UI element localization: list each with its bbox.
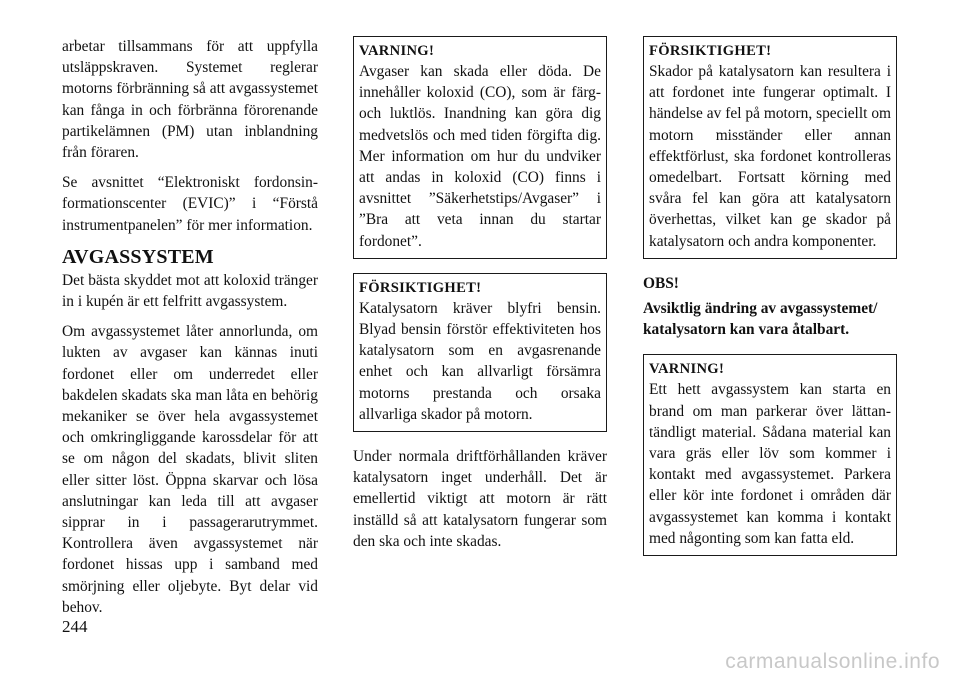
caution-title: FÖRSIKTIGHET! bbox=[359, 279, 482, 296]
caution-text: Skador på katalysatorn kan resultera i att fordonet inte fungerar optimalt. I händelse av fel på motorn, speciellt om motorn misständer eller annan effektförlust, ska fordonet kontrolleras omedelbart. Fortsatt körning med svåra fel kan göra att katalysatorn överhettas, vilket kan ge skador på katalysatorn och andra komponenter. bbox=[649, 63, 891, 250]
page-number: 244 bbox=[62, 617, 88, 636]
column-middle bbox=[353, 36, 607, 561]
warning-title: VARNING! bbox=[359, 43, 435, 59]
note-label: OBS! bbox=[643, 274, 679, 292]
watermark-text: carmanualsonline.info bbox=[725, 650, 940, 673]
warning-text: Avgaser kan skada eller döda. De innehåller koloxid (CO), som är färg- och luktlös. Inandning kan göra dig medvetslös och med tiden förgifta dig. Mer information om hur du undviker att andas in koloxid (CO) finns i avsnittet ”Säkerhetstips/Avgaser” i ”Bra att veta innan du startar fordonet”. bbox=[359, 63, 601, 250]
catalyst-maintenance-paragraph: Under normala driftförhållanden kräver katalysatorn inget underhåll. Det är emellertid viktigt att motorn är rätt inställd så att katalysatorn fungerar som den ska och inte skadas. bbox=[353, 448, 607, 550]
warning-box-co bbox=[353, 36, 607, 259]
column-left bbox=[62, 36, 318, 627]
intro-paragraph: arbetar tillsammans för att uppfylla utsläppskraven. Systemet reglerar motorns förbränning så att avgassystemet kan fånga in och förbränna förorenande partikelämnen (PM) utan inblandning från föraren. bbox=[62, 38, 318, 162]
column-right bbox=[643, 36, 897, 570]
caution-box-unleaded bbox=[353, 273, 607, 432]
exhaust-protection-paragraph: Det bästa skyddet mot att koloxid tränger in i kupén är ett felfritt avgassystem. bbox=[62, 271, 318, 311]
note-text: Avsiktlig ändring av avgassystemet/ katalysatorn kan vara åtalbart. bbox=[643, 300, 878, 339]
caution-box-catalyst-damage bbox=[643, 36, 897, 259]
section-heading: AVGASSYSTEM bbox=[62, 245, 214, 268]
caution-title: FÖRSIKTIGHET! bbox=[649, 43, 772, 59]
warning-text: Ett hett avgassystem kan starta en brand om man parkerar över lättantändligt material. Sådana material kan vara gräs eller löv som kommer i kontakt med avgassystemet. Parkera eller kör inte fordonet i områden där avgassystemet kan komma i kontakt med någonting som kan fatta eld. bbox=[649, 381, 891, 547]
warning-title: VARNING! bbox=[649, 361, 725, 378]
evic-reference-paragraph: Se avsnittet “Elektroniskt fordonsinformationscenter (EVIC)” i “Förstå instrumentpanelen” för mer information. bbox=[62, 174, 318, 234]
warning-box-fire bbox=[643, 354, 897, 556]
caution-text: Katalysatorn kräver blyfri bensin. Blyad bensin förstör effektiviteten hos katalysatorn som en avgasrenande enhet och kan allvarligt försämra motorns prestanda och orsaka allvarliga skador på motorn. bbox=[359, 299, 601, 423]
exhaust-inspection-paragraph: Om avgassystemet låter annorlunda, om lukten av avgaser kan kännas inuti fordonet eller om underredet eller bakdelen skadats ska man låta en behörig mekaniker se över hela avgassystemet och omkringliggande karossdelar för att se om någon del skadats, blivit sliten eller sitter löst. Öppna skarvar och lösa anslutningar kan leda till att avgaser sipprar in i passagerarutrymmet. Kontrollera även avgassystemet när fordonet hissas upp i samband med smörjning eller oljebyte. Byt delar vid behov. bbox=[62, 323, 318, 616]
